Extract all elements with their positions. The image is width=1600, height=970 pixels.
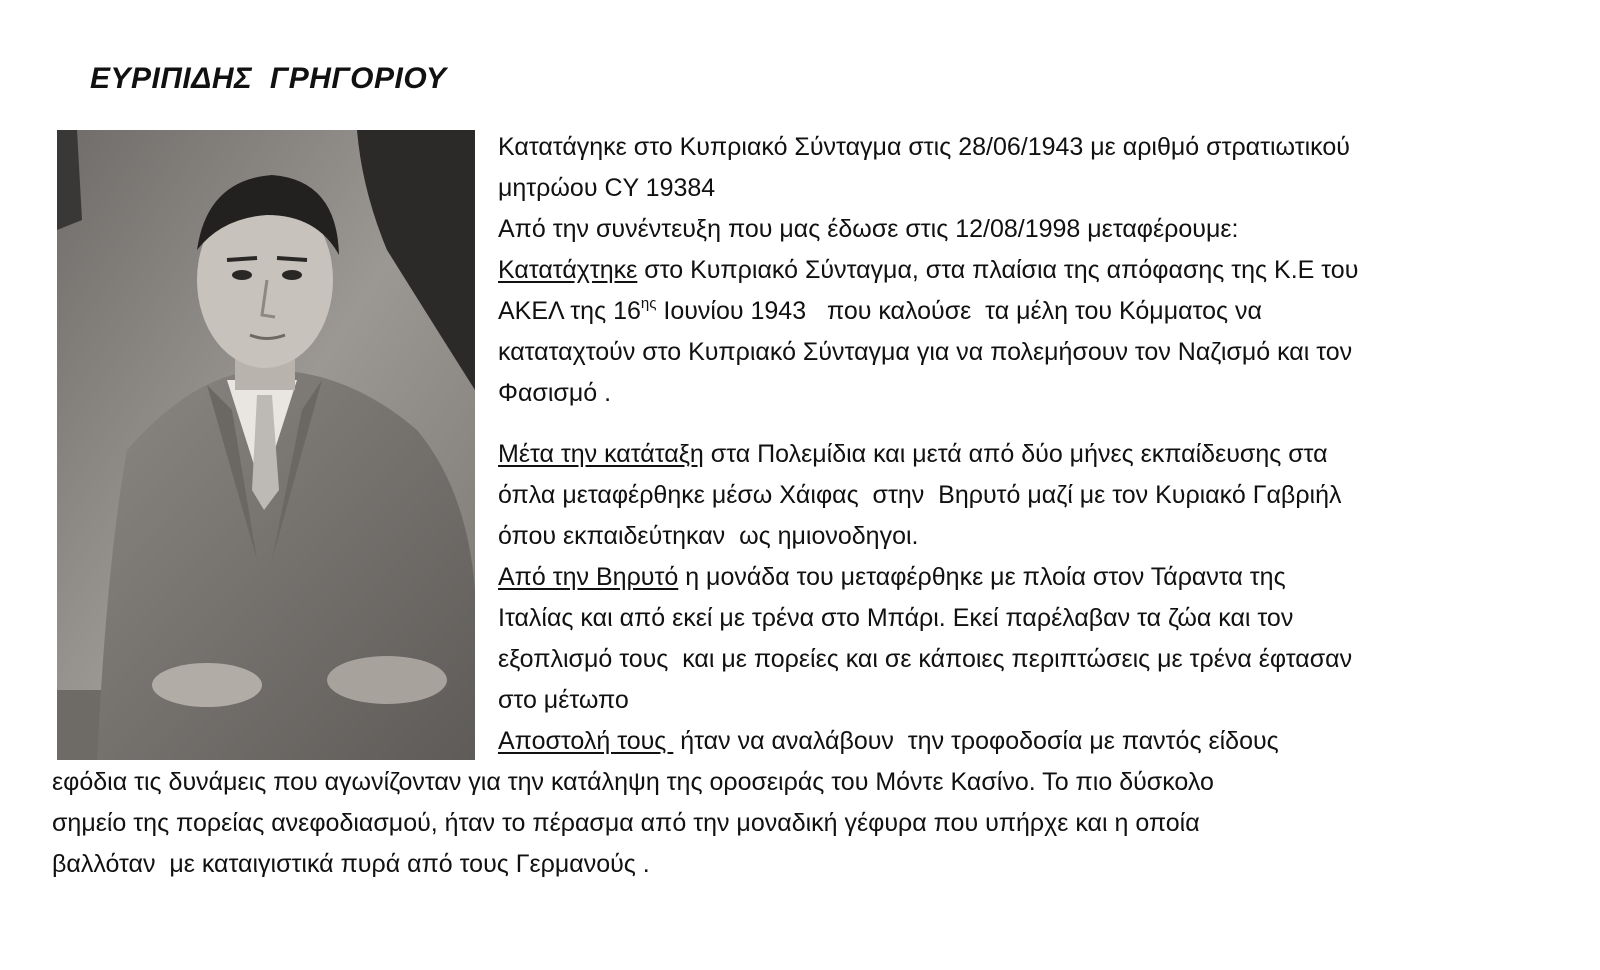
text-line [498, 255, 1358, 285]
text-line [498, 521, 918, 551]
line-text: μητρώου CY 19384 [498, 174, 716, 202]
text-line [498, 603, 1293, 633]
line-text: ΑΚΕΛ της 16 [498, 297, 641, 325]
line-text: όπου εκπαιδεύτηκαν ως ημιονοδηγοι. [498, 522, 919, 550]
text-line [498, 562, 1286, 592]
text-line [498, 173, 715, 203]
text-line [498, 644, 1352, 674]
line-text: εξοπλισμό τους και με πορείες και σε κάποιες περιπτώσεις με τρένα έφτασαν [498, 645, 1353, 673]
line-text: σημείο της πορείας ανεφοδιασμού, ήταν το πέρασμα από την μοναδική γέφυρα που υπήρχε και η οποία [52, 809, 1200, 837]
line-text: Από την συνέντευξη που μας έδωσε στις 12/08/1998 μεταφέρουμε: [498, 215, 1239, 243]
line-text: ήταν να αναλάβουν την τροφοδοσία με παντός είδους [673, 727, 1279, 755]
portrait-photo [57, 130, 475, 760]
text-line [498, 726, 1279, 756]
line-text: Ιταλίας και από εκεί με τρένα στο Μπάρι. Εκεί παρέλαβαν τα ζώα και τον [498, 604, 1294, 632]
text-line [52, 767, 1214, 797]
line-text: στο Κυπριακό Σύνταγμα, στα πλαίσια της απόφασης της Κ.Ε του [637, 256, 1359, 284]
text-line [52, 808, 1200, 838]
line-text: στα Πολεμίδια και μετά από δύο μήνες εκπαίδευσης στα [703, 440, 1328, 468]
text-line [498, 337, 1352, 367]
line-text: στο μέτωπο [498, 686, 629, 714]
page-title: ΕΥΡΙΠΙΔΗΣ ΓΡΗΓΟΡΙΟΥ [90, 62, 447, 95]
line-text: Κατατάγηκε στο Κυπριακό Σύνταγμα στις 28/06/1943 με αριθμό στρατιωτικού [498, 133, 1350, 161]
underlined-phrase: Μέτα την κατάταξη [498, 440, 704, 468]
line-text-rest: Ιουνίου 1943 που καλούσε τα μέλη του Κόμματος να [656, 297, 1262, 325]
text-line [498, 214, 1238, 244]
ordinal-suffix: ης [640, 294, 657, 312]
text-line [498, 296, 1262, 326]
line-text: καταταχτούν στο Κυπριακό Σύνταγμα για να πολεμήσουν τον Ναζισμό και τον [498, 338, 1353, 366]
text-line [498, 378, 611, 408]
text-line [498, 132, 1350, 162]
text-line [498, 685, 629, 715]
line-text: εφόδια τις δυνάμεις που αγωνίζονταν για την κατάληψη της οροσειράς του Μόντε Κασίνο. Το πιο δύσκολο [52, 768, 1214, 796]
line-text: βαλλόταν με καταιγιστικά πυρά από τους Γερμανούς . [52, 850, 650, 878]
text-line [498, 439, 1328, 469]
underlined-phrase: Κατατάχτηκε [498, 256, 638, 284]
line-text: όπλα μεταφέρθηκε μέσω Χάιφας στην Βηρυτό μαζί με τον Κυριακό Γαβριήλ [498, 481, 1342, 509]
text-line [52, 849, 650, 879]
text-line [498, 480, 1342, 510]
underlined-phrase: Από την Βηρυτό [498, 563, 679, 591]
line-text: Φασισμό . [498, 379, 612, 407]
underlined-phrase: Αποστολή τους [498, 727, 674, 755]
line-text: η μονάδα του μεταφέρθηκε με πλοία στον Τάραντα της [678, 563, 1286, 591]
